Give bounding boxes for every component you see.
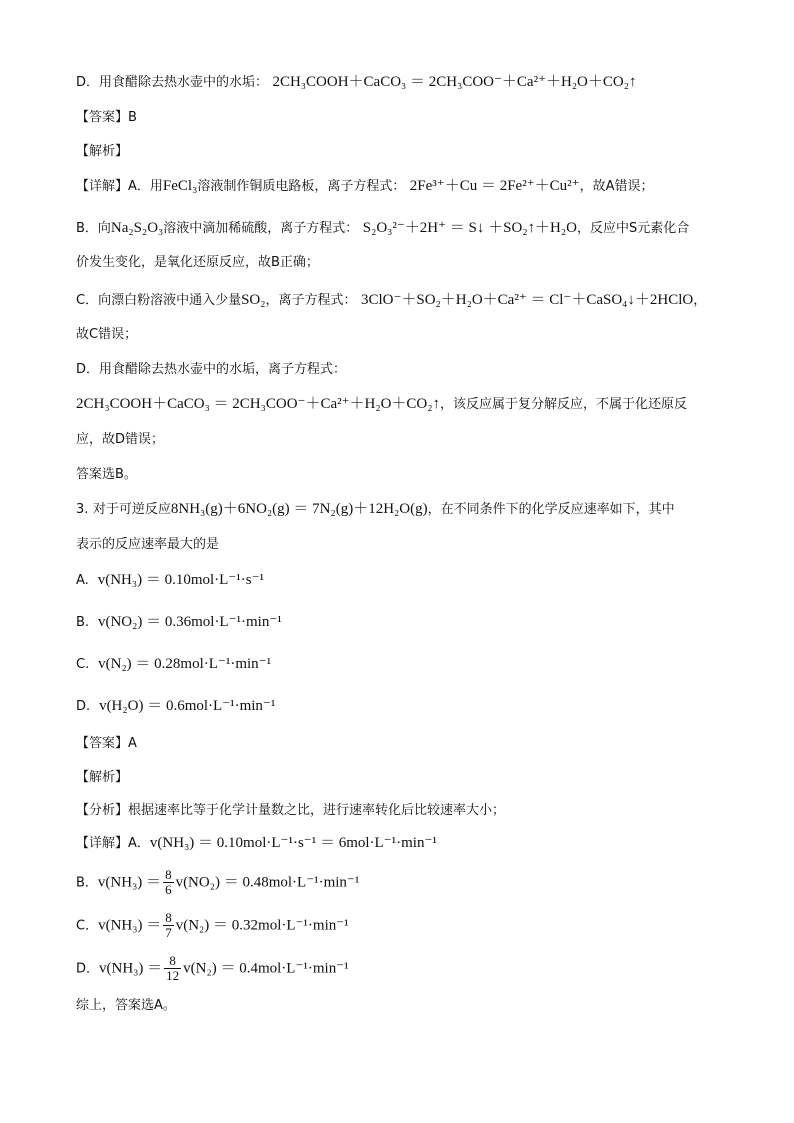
analysis-tag-1: 【解析】	[76, 144, 129, 159]
detail-c-line-2: 故C错误；	[76, 327, 138, 342]
detail2-c-line: C．v(NH₃) ＝ $\frac{8}{7}$ v(N₂) ＝ 0.32mol·L⁻¹·min⁻¹	[76, 910, 349, 940]
answer-tag: 【答案】	[76, 110, 129, 125]
detail-b-equation: S₂O₃²⁻＋2H⁺ ＝ S↓ ＋SO₂↑＋H₂O	[362, 220, 577, 236]
fraction: $\frac{8}{7}$	[165, 910, 172, 940]
answer-line-1	[76, 107, 137, 128]
question-3-line: 3. 对于可逆反应8NH₃(g)＋6NO₂(g) ＝ 7N₂(g)＋12H₂O(g)，在不同条件下的化学反应速率如下，其中	[76, 501, 675, 517]
detail-b-line: B．向Na₂S₂O₃溶液中滴加稀硫酸，离子方程式： S₂O₃²⁻＋2H⁺ ＝ S↓ ＋SO₂↑＋H₂O，反应中S元素化合	[76, 220, 690, 236]
detail-tag: 【详解】	[76, 179, 129, 194]
option-d-equation: 2CH₃COOH＋CaCO₃ ＝ 2CH₃COO⁻＋Ca²⁺＋H₂O＋CO₂↑	[272, 74, 637, 90]
detail-d-line-3: 应，故D错误；	[76, 432, 165, 447]
detail-d-line: D．用食醋除去热水壶中的水垢，离子方程式：	[76, 362, 347, 377]
answer-line-2: 【答案】A	[76, 736, 137, 751]
detail-c-equation: 3ClO⁻＋SO₂＋H₂O＋Ca²⁺ ＝ Cl⁻＋CaSO₄↓＋2HClO	[360, 292, 694, 308]
question-option-c: C. v(N₂) ＝ 0.28mol·L⁻¹·min⁻¹	[76, 656, 272, 672]
option-d-line	[76, 72, 636, 93]
conclusion-2: 综上，答案选A。	[76, 998, 176, 1013]
detail-c-line: C．向漂白粉溶液中通入少量SO₂，离子方程式： 3ClO⁻＋SO₂＋H₂O＋Ca²⁺ ＝ Cl⁻＋CaSO₄↓＋2HClO，	[76, 292, 707, 308]
detail-d-equation: 2CH₃COOH＋CaCO₃ ＝ 2CH₃COO⁻＋Ca²⁺＋H₂O＋CO₂↑	[76, 396, 440, 412]
question-option-b: B. v(NO₂) ＝ 0.36mol·L⁻¹·min⁻¹	[76, 614, 282, 630]
question-3-equation: 8NH₃(g)＋6NO₂(g) ＝ 7N₂(g)＋12H₂O(g)	[170, 501, 428, 517]
fenxi-line: 【分析】根据速率比等于化学计量数之比，进行速率转化后比较速率大小；	[76, 803, 506, 818]
detail2-a-line: 【详解】A．v(NH₃) ＝ 0.10mol·L⁻¹·s⁻¹ ＝ 6mol·L⁻¹·min⁻¹	[76, 835, 437, 851]
conclusion-1: 答案选B。	[76, 467, 137, 482]
answer-value: B	[128, 110, 137, 125]
detail-a-line: 【详解】A．用FeCl₃溶液制作铜质电路板，离子方程式： 2Fe³⁺＋Cu ＝ 2Fe²⁺＋Cu²⁺，故A错误；	[76, 178, 654, 194]
detail-d-line-2: 2CH₃COOH＋CaCO₃ ＝ 2CH₃COO⁻＋Ca²⁺＋H₂O＋CO₂↑，该反应属于复分解反应，不属于化还原反	[76, 396, 688, 412]
detail2-b-line: B．v(NH₃) ＝ $\frac{8}{6}$ v(NO₂) ＝ 0.48mol·L⁻¹·min⁻¹	[76, 867, 360, 897]
option-d-text: D．用食醋除去热水壶中的水垢：	[76, 75, 269, 90]
analysis-tag-2: 【解析】	[76, 770, 129, 785]
question-option-d: D. v(H₂O) ＝ 0.6mol·L⁻¹·min⁻¹	[76, 698, 276, 714]
fraction: $\frac{8}{12}$	[166, 953, 180, 983]
question-option-a: A. v(NH₃) ＝ 0.10mol·L⁻¹·s⁻¹	[76, 572, 264, 588]
question-3-line-2: 表示的反应速率最大的是	[76, 537, 220, 552]
question-number: 3.	[76, 502, 89, 517]
detail2-d-line: D．v(NH₃) ＝ $\frac{8}{12}$ v(N₂) ＝ 0.4mol·L⁻¹·min⁻¹	[76, 953, 349, 983]
fraction: $\frac{8}{6}$	[165, 867, 172, 897]
detail-a-equation: 2Fe³⁺＋Cu ＝ 2Fe²⁺＋Cu²⁺	[409, 178, 580, 194]
detail-b-line-2: 价发生变化，是氧化还原反应，故B正确；	[76, 255, 319, 270]
